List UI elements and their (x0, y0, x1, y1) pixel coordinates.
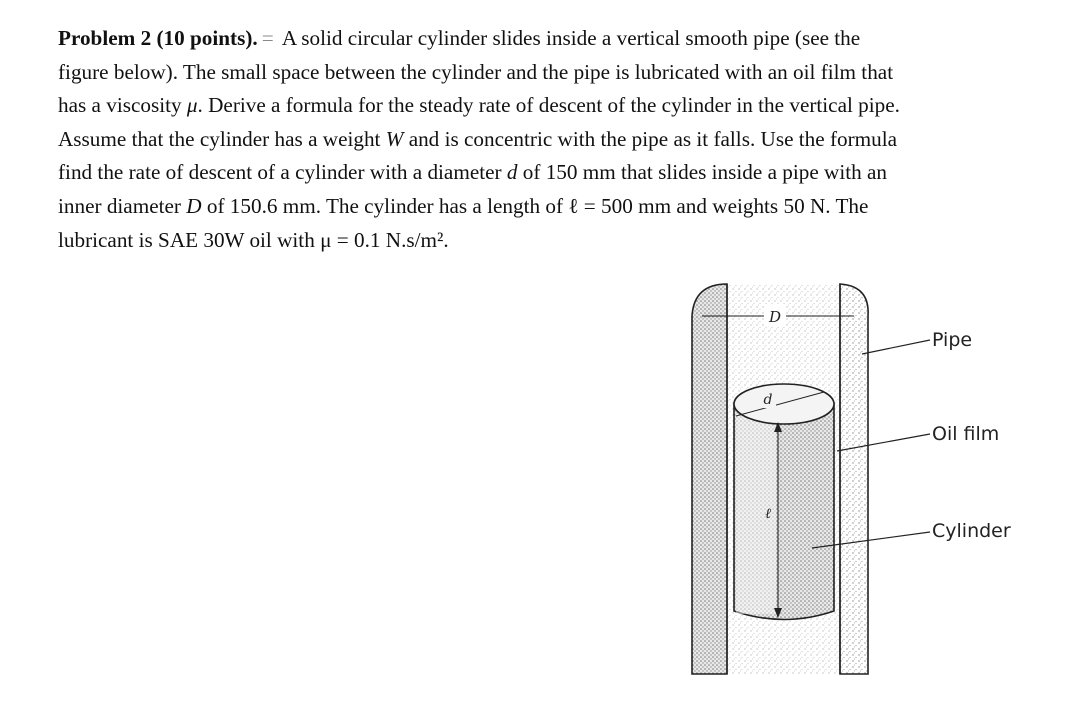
line6-b: of 150.6 mm. The cylinder has a length of (206, 193, 564, 218)
line7-a: lubricant is SAE 30W oil with (58, 227, 315, 252)
line3-b: . Derive a formula for the steady rate of descent of the cylinder in the vertical pipe. (197, 93, 900, 118)
pipe-left-wall (692, 284, 727, 674)
line3-a: has a viscosity (58, 93, 182, 118)
equals-sign: = (261, 26, 274, 50)
problem-line-6 (58, 190, 1038, 224)
D-label: D (768, 308, 782, 326)
line6-c: and weights 50 N. The (676, 193, 869, 218)
d-symbol: d (506, 160, 518, 185)
d-label: d (763, 392, 773, 408)
pipe-label: Pipe (932, 329, 973, 351)
D-symbol: D (186, 193, 202, 218)
ell-label: ℓ (765, 506, 771, 522)
mu-symbol: μ (186, 93, 198, 118)
figure-drawing (672, 276, 1052, 681)
pipe-right-wall (840, 284, 868, 674)
pipe-leader-line (862, 340, 930, 354)
line1-text: A solid circular cylinder slides inside a vertical smooth pipe (see the (281, 26, 861, 50)
line5-a: find the rate of descent of a cylinder with a diameter (58, 160, 502, 185)
oil-film-label: Oil film (932, 423, 1000, 445)
cylinder-top (734, 384, 834, 424)
problem-line-2: figure below). The small space between the cylinder and the pipe is lubricated with an oil film that (58, 59, 894, 84)
line6-a: inner diameter (58, 193, 181, 218)
cylinder-pipe-figure (672, 276, 1052, 681)
line4-a: Assume that the cylinder has a weight (58, 126, 381, 151)
mu-equation: μ = 0.1 N.s/m². (320, 227, 449, 252)
problem-line-1 (58, 22, 1038, 56)
weight-symbol: W (385, 126, 404, 151)
ell-equation: ℓ = 500 mm (568, 193, 672, 218)
cylinder-label: Cylinder (932, 520, 1011, 542)
problem-heading: Problem 2 (10 points). (58, 26, 258, 50)
line4-b: and is concentric with the pipe as it falls. Use the formula (408, 126, 898, 151)
problem-line-4 (58, 123, 1038, 157)
problem-line-3 (58, 89, 1038, 123)
problem-statement (58, 22, 1038, 257)
problem-line-5 (58, 156, 1038, 190)
problem-line-7 (58, 224, 1038, 258)
line5-b: of 150 mm that slides inside a pipe with an (522, 160, 888, 185)
